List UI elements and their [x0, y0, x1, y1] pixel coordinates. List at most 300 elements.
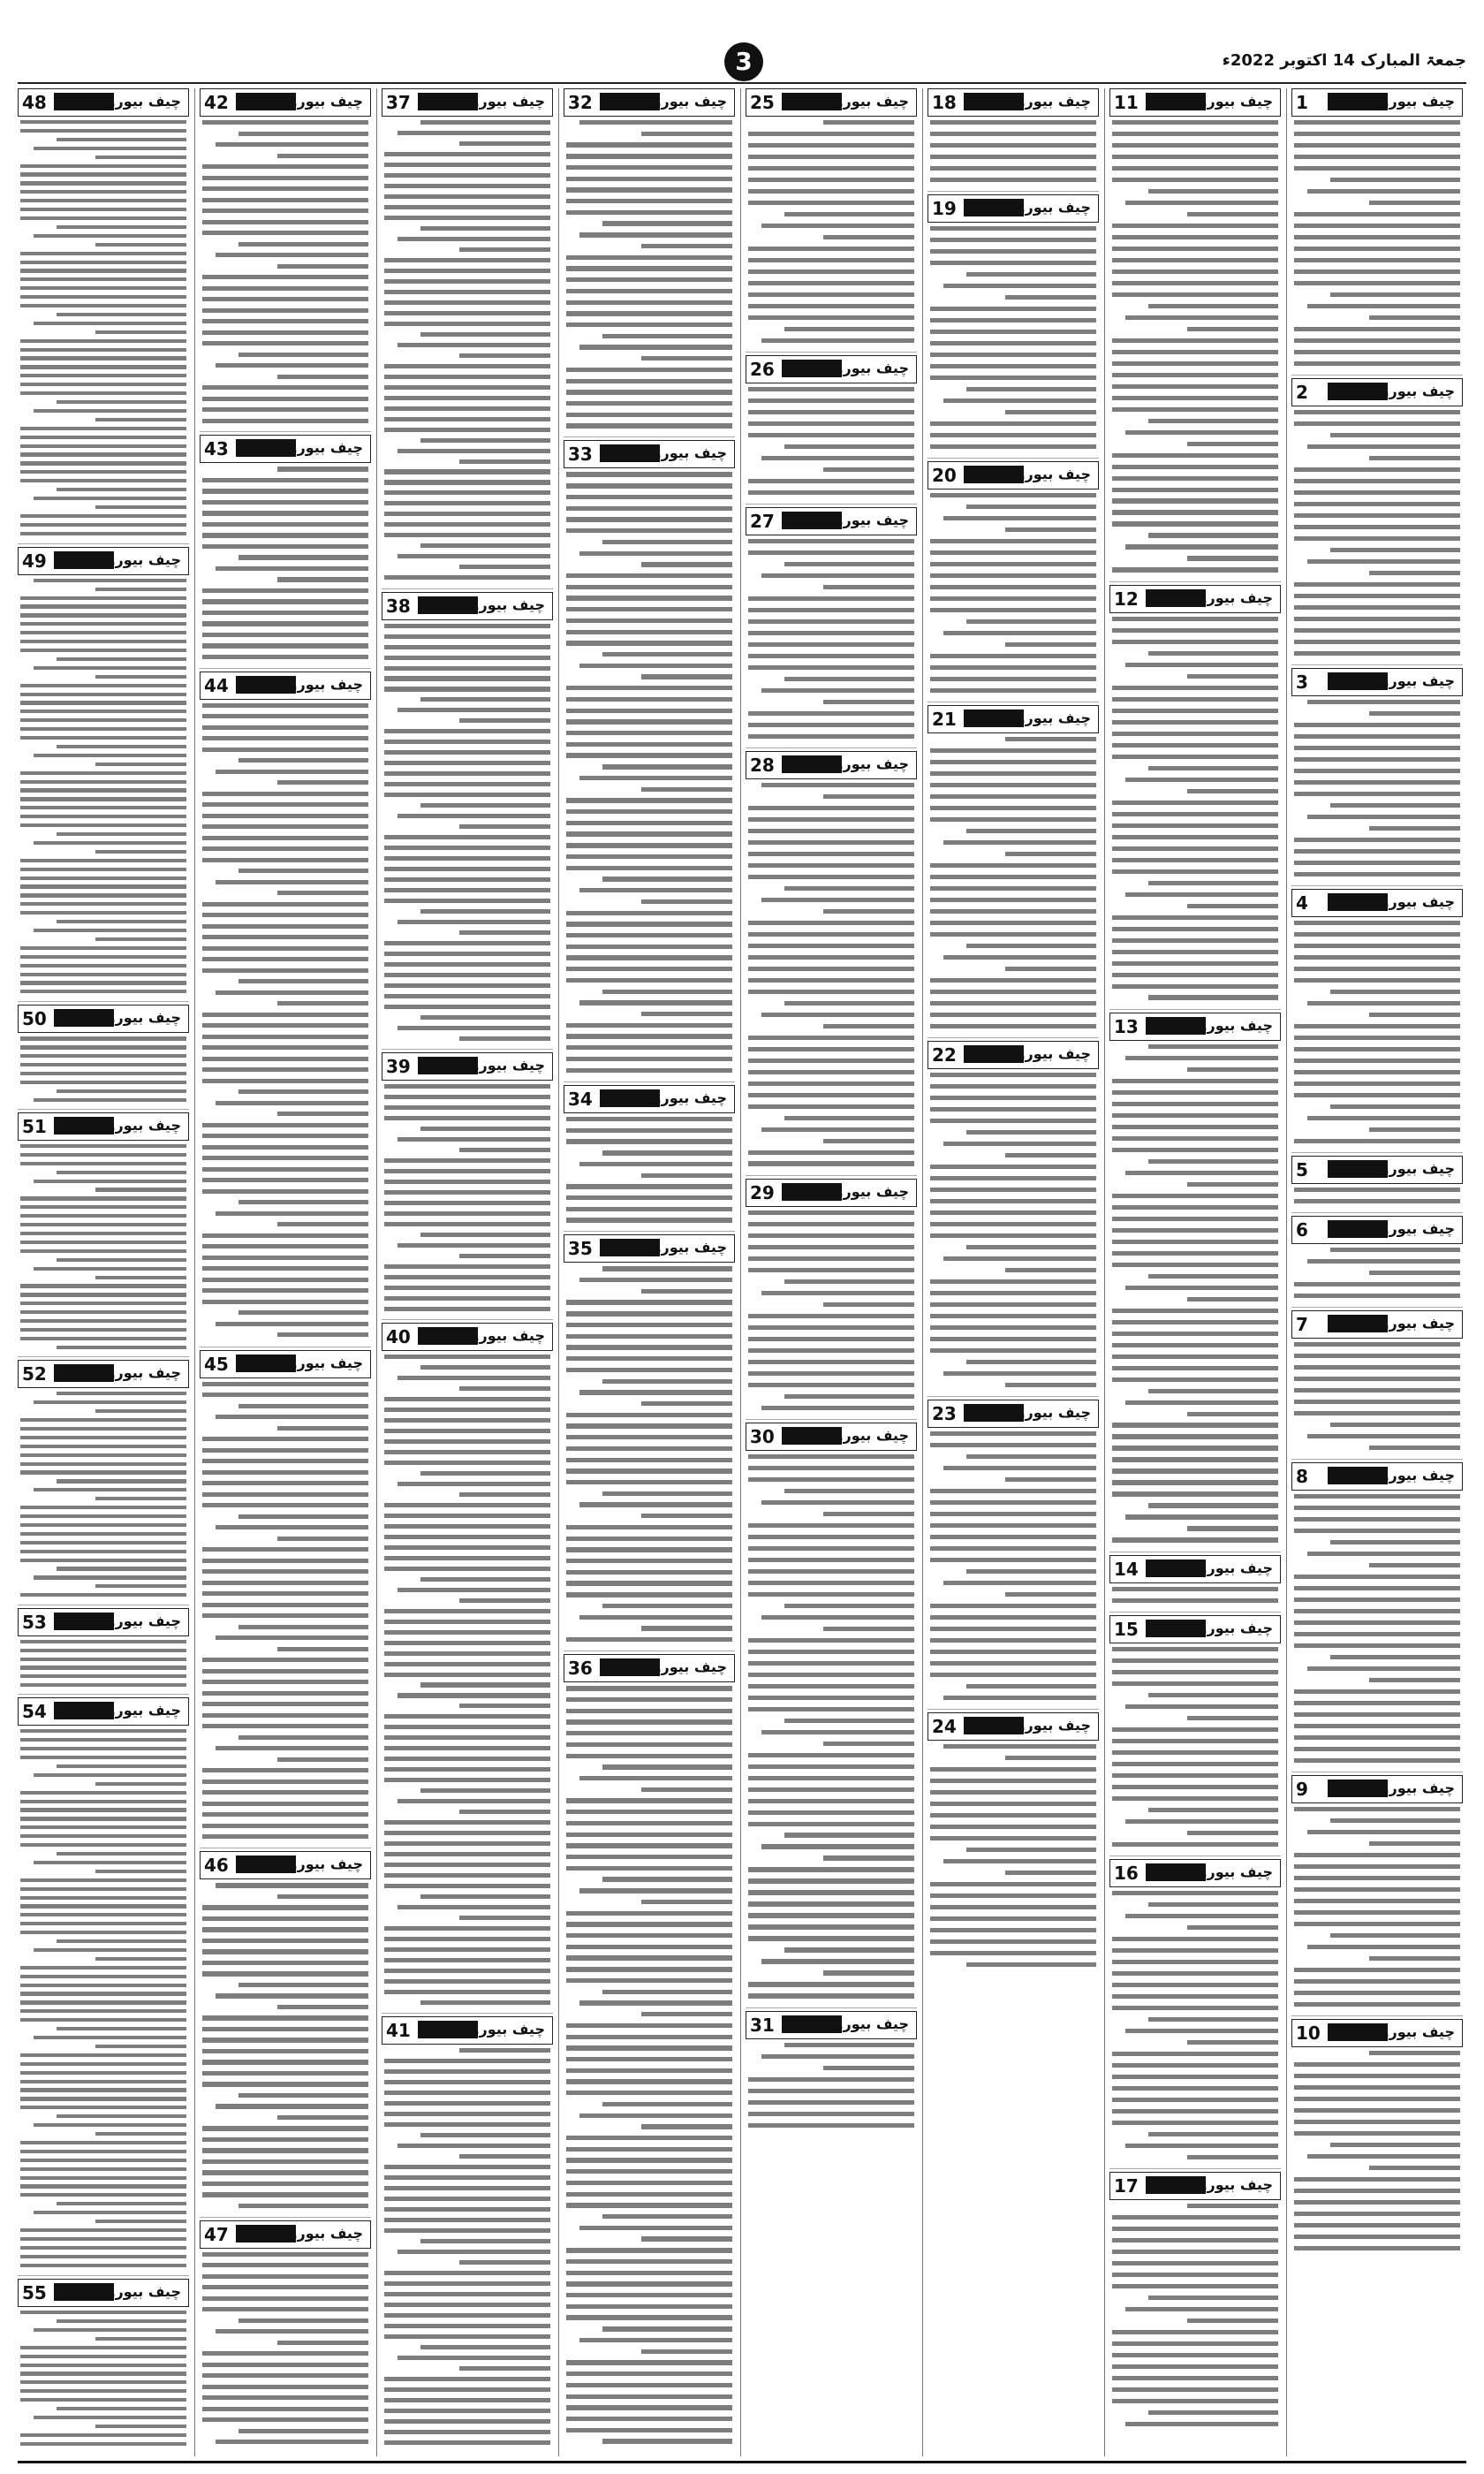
text-line [566, 742, 732, 747]
text-line [202, 1927, 368, 1931]
text-line [20, 1666, 186, 1669]
text-line [943, 1371, 1096, 1376]
text-line [57, 313, 186, 316]
text-line [784, 1116, 914, 1120]
text-line [1112, 1332, 1278, 1336]
ad-separator [18, 1356, 189, 1357]
text-line [566, 2315, 732, 2319]
ad-header [564, 440, 735, 468]
ad-section-label: چیف بیورو [470, 596, 545, 613]
text-line [566, 1128, 732, 1133]
text-line [20, 2442, 186, 2446]
text-line [34, 322, 186, 325]
text-line [748, 166, 914, 171]
text-line [384, 194, 550, 199]
classified-ad [564, 1234, 735, 1647]
text-line [238, 979, 368, 983]
text-line [930, 1024, 1096, 1028]
text-line [20, 1800, 186, 1803]
text-line [202, 1057, 368, 1061]
text-line [384, 1286, 550, 1290]
text-line [420, 438, 550, 443]
ad-label-bar [782, 755, 842, 773]
text-line [1294, 235, 1460, 239]
text-line [95, 505, 186, 509]
text-line [20, 356, 186, 360]
text-line [1112, 373, 1278, 377]
text-line [930, 1500, 1096, 1505]
text-line [384, 2387, 550, 2392]
ad-header [564, 1234, 735, 1263]
text-line [398, 449, 550, 453]
classified-ad [18, 1608, 189, 1691]
text-line [20, 893, 186, 897]
text-line [459, 565, 550, 569]
classified-ad [746, 88, 917, 348]
ad-section-label: چیف بیورو [288, 93, 363, 110]
text-line [57, 2114, 186, 2118]
text-line [641, 1401, 732, 1406]
text-line [384, 846, 550, 850]
text-line [930, 783, 1096, 787]
classified-ad [18, 1005, 189, 1104]
text-line [1148, 1274, 1278, 1279]
text-line [202, 1824, 368, 1828]
text-line [641, 356, 732, 360]
text-line [1369, 826, 1460, 831]
column-2 [1109, 88, 1281, 2456]
text-line [930, 178, 1096, 182]
text-line [34, 2123, 186, 2127]
text-line [1187, 212, 1278, 216]
ad-section-label: چیف بیورو [1016, 93, 1091, 110]
ad-separator [928, 1709, 1099, 1710]
text-line [238, 1514, 368, 1519]
ad-label-bar [600, 1239, 660, 1256]
text-line [1294, 2074, 1460, 2078]
ad-number: 33 [568, 444, 593, 466]
text-line [930, 261, 1096, 265]
text-line [1294, 734, 1460, 739]
text-line [566, 967, 732, 971]
text-line [202, 1470, 368, 1475]
text-line [34, 929, 186, 932]
text-line [202, 308, 368, 313]
text-line [20, 2398, 186, 2402]
ad-section-label: چیف بیورو [106, 1009, 181, 1027]
text-line [748, 479, 914, 483]
text-line [602, 1764, 732, 1769]
text-line [930, 1096, 1096, 1100]
text-line [1294, 838, 1460, 842]
ad-header [746, 751, 917, 779]
text-line [1294, 247, 1460, 251]
ad-body-text [382, 117, 553, 580]
text-line [202, 220, 368, 224]
text-line [566, 2068, 732, 2073]
text-line [566, 1139, 732, 1143]
text-line [384, 2440, 550, 2445]
text-line [748, 1799, 914, 1803]
text-line [20, 701, 186, 704]
text-line [1307, 444, 1460, 449]
ad-section-label: چیف بیورو [470, 1326, 545, 1344]
text-line [566, 596, 732, 600]
ad-number: 17 [1114, 2175, 1139, 2197]
text-line [930, 562, 1096, 566]
text-line [384, 771, 550, 776]
text-line [761, 1500, 914, 1505]
text-line [20, 1817, 186, 1820]
ad-number: 8 [1296, 1466, 1308, 1487]
text-line [1112, 1446, 1278, 1450]
text-line [20, 1462, 186, 1466]
text-line [1330, 1818, 1460, 1823]
text-line [20, 277, 186, 281]
text-line [748, 1661, 914, 1666]
text-line [1369, 2166, 1460, 2170]
text-line [1005, 295, 1096, 300]
text-line [930, 1928, 1096, 1932]
text-line [202, 621, 368, 626]
text-line [202, 2015, 368, 2020]
text-line [1112, 961, 1278, 966]
text-line [930, 1802, 1096, 1806]
text-line [20, 2106, 186, 2109]
text-line [566, 2181, 732, 2185]
text-line [1294, 967, 1460, 971]
text-line [384, 2186, 550, 2190]
text-line [384, 2398, 550, 2402]
text-line [1112, 120, 1278, 125]
text-line [1294, 281, 1460, 285]
text-line [202, 1023, 368, 1028]
text-line [384, 1296, 550, 1301]
ad-body-text [564, 117, 735, 429]
text-line [238, 2429, 368, 2433]
ad-separator [746, 1175, 917, 1176]
text-line [966, 1569, 1096, 1574]
text-line [566, 2169, 732, 2174]
text-line [1112, 950, 1278, 954]
text-line [384, 173, 550, 178]
text-line [202, 1905, 368, 1909]
text-line [930, 932, 1096, 937]
text-line [277, 467, 368, 471]
text-line [277, 1112, 368, 1116]
text-line [384, 2101, 550, 2106]
text-line [20, 1984, 186, 1987]
ad-separator [746, 2007, 917, 2008]
ad-body-text [1109, 2200, 1281, 2426]
ad-label-bar [1328, 1467, 1388, 1484]
text-line [20, 727, 186, 731]
text-line [1148, 1044, 1278, 1049]
text-line [202, 736, 368, 740]
text-line [566, 1754, 732, 1758]
text-line [1369, 1678, 1460, 1682]
text-line [748, 1245, 914, 1249]
ad-label-bar [782, 1183, 842, 1201]
text-line [748, 654, 914, 658]
text-line [566, 821, 732, 825]
text-line [930, 1638, 1096, 1643]
text-line [238, 2093, 368, 2098]
text-line [202, 1603, 368, 1607]
text-line [20, 2071, 186, 2075]
text-line [966, 387, 1096, 391]
ad-section-label: چیف بیورو [470, 1057, 545, 1074]
text-line [566, 1866, 732, 1871]
ad-body-text [200, 1879, 371, 2208]
text-line [384, 1461, 550, 1465]
text-line [202, 2351, 368, 2356]
text-line [784, 677, 914, 681]
text-line [1148, 2017, 1278, 2022]
ad-number: 26 [750, 359, 775, 380]
text-line [34, 1948, 186, 1952]
text-line [1294, 1735, 1460, 1740]
text-line [34, 497, 186, 500]
text-line [748, 421, 914, 426]
text-line [202, 1393, 368, 1397]
text-line [216, 1415, 368, 1419]
ad-body-text [200, 463, 371, 659]
text-line [384, 533, 550, 537]
text-line [459, 1704, 550, 1708]
text-line [1125, 1914, 1278, 1918]
header-rule [18, 82, 1466, 84]
text-line [1112, 1320, 1278, 1324]
ad-separator [1291, 2015, 1463, 2016]
text-line [761, 224, 914, 228]
text-line [1112, 1240, 1278, 1244]
ad-label-bar [1328, 672, 1388, 690]
text-line [20, 172, 186, 176]
text-line [641, 1900, 732, 1904]
text-line [1294, 258, 1460, 262]
ad-body-text [200, 700, 371, 1338]
classified-ad [1109, 1615, 1281, 1852]
ad-separator [746, 352, 917, 353]
ad-section-label: چیف بیورو [1380, 893, 1455, 910]
ad-section-label: چیف بیورو [1198, 589, 1273, 606]
text-line [384, 1222, 550, 1226]
text-line [966, 619, 1096, 624]
text-line [20, 877, 186, 880]
text-line [1369, 1563, 1460, 1567]
text-line [1294, 2177, 1460, 2182]
ad-separator [1291, 375, 1463, 376]
text-line [1294, 1494, 1460, 1499]
text-line [202, 1244, 368, 1248]
text-line [566, 1821, 732, 1825]
ad-header [746, 355, 917, 383]
text-line [1294, 1188, 1460, 1192]
text-line [202, 814, 368, 818]
text-line [202, 1492, 368, 1497]
ad-number: 2 [1296, 382, 1308, 403]
ad-number: 46 [204, 1855, 229, 1877]
text-line [57, 1171, 186, 1174]
text-line [566, 1057, 732, 1061]
text-line [34, 1861, 186, 1864]
text-line [1294, 2097, 1460, 2101]
text-line [748, 178, 914, 182]
text-line [20, 1649, 186, 1652]
text-line [202, 2027, 368, 2031]
text-line [202, 407, 368, 412]
ad-label-bar [418, 93, 478, 110]
column-1 [1291, 88, 1463, 2456]
ad-label-bar [418, 2021, 478, 2038]
text-line [57, 832, 186, 836]
ad-section-label: چیف بیورو [834, 512, 909, 528]
ad-label-bar [54, 1613, 114, 1630]
text-line [930, 1767, 1096, 1772]
text-line [1294, 921, 1460, 925]
text-line [566, 1368, 732, 1372]
text-line [930, 1546, 1096, 1551]
text-line [566, 607, 732, 611]
text-line [1112, 617, 1278, 621]
classifieds-grid [18, 88, 1466, 2456]
text-line [384, 1778, 550, 1782]
ad-body-text [1291, 1491, 1463, 1763]
text-line [566, 2293, 732, 2297]
text-line [1294, 1036, 1460, 1040]
text-line [20, 295, 186, 299]
text-line [202, 1961, 368, 1965]
text-line [384, 1095, 550, 1099]
text-line [202, 1079, 368, 1083]
ad-body-text [928, 489, 1099, 693]
text-line [20, 1337, 186, 1340]
text-line [1187, 2318, 1278, 2323]
ad-section-label: چیف بیورو [106, 93, 181, 110]
ad-section-label: چیف بیورو [834, 2015, 909, 2032]
text-line [1112, 2109, 1278, 2114]
text-line [566, 472, 732, 476]
classified-ad [564, 88, 735, 433]
ad-body-text [18, 117, 189, 535]
text-line [1330, 1540, 1460, 1544]
text-line [1294, 1853, 1460, 1857]
text-line [566, 1855, 732, 1859]
text-line [566, 1068, 732, 1073]
text-line [1112, 1194, 1278, 1198]
column-divider [922, 88, 923, 2456]
text-line [1112, 1537, 1278, 1542]
ad-section-label: چیف بیورو [470, 2021, 545, 2038]
text-line [384, 2430, 550, 2434]
ad-header [1291, 668, 1463, 696]
text-line [748, 932, 914, 937]
ad-section-label: چیف بیورو [834, 360, 909, 376]
ad-label-bar [418, 596, 478, 614]
text-line [20, 2380, 186, 2384]
text-line [202, 1768, 368, 1772]
ad-header [18, 1360, 189, 1388]
text-line [748, 875, 914, 879]
text-line [1112, 1102, 1278, 1106]
text-line [1187, 2155, 1278, 2159]
classified-ad [928, 1041, 1099, 1393]
text-line [748, 201, 914, 205]
text-line [459, 2048, 550, 2053]
text-line [930, 794, 1096, 799]
text-line [784, 562, 914, 566]
ad-body-text [1291, 1244, 1463, 1298]
text-line [420, 1233, 550, 1237]
text-line [784, 327, 914, 331]
text-line [20, 1931, 186, 1934]
text-line [748, 1890, 914, 1894]
text-line [930, 909, 1096, 914]
text-line [202, 2071, 368, 2076]
text-line [420, 2345, 550, 2349]
text-line [1112, 1355, 1278, 1359]
text-line [1125, 2307, 1278, 2311]
ad-body-text [18, 1726, 189, 2266]
text-line [95, 1957, 186, 1961]
text-line [566, 1798, 732, 1802]
ad-label-bar [1328, 2023, 1388, 2041]
text-line [20, 1418, 186, 1422]
text-line [420, 332, 550, 337]
text-line [20, 1729, 186, 1733]
text-line [57, 1479, 186, 1483]
classified-ad [1291, 889, 1463, 1149]
text-line [20, 1310, 186, 1314]
text-line [20, 1445, 186, 1448]
text-line [748, 944, 914, 948]
text-line [384, 666, 550, 671]
text-line [943, 516, 1096, 520]
ad-body-text [564, 1263, 735, 1642]
column-divider [558, 88, 559, 2456]
text-line [202, 2373, 368, 2378]
text-line [748, 410, 914, 414]
ad-body-text [18, 1388, 189, 1597]
text-line [579, 776, 732, 780]
ad-separator [1291, 1307, 1463, 1308]
ad-section-label: چیف بیورو [1198, 1017, 1273, 1034]
text-line [1112, 1205, 1278, 1210]
text-line [930, 1291, 1096, 1295]
text-line [1148, 419, 1278, 423]
text-line [384, 2377, 550, 2381]
text-line [20, 1328, 186, 1332]
text-line [202, 1713, 368, 1718]
text-line [566, 2158, 732, 2162]
page-number: 3 [724, 42, 763, 81]
ad-header [746, 507, 917, 535]
text-line [748, 1787, 914, 1792]
text-line [459, 141, 550, 146]
text-line [1294, 594, 1460, 598]
text-line [823, 585, 914, 589]
text-line [566, 1592, 732, 1597]
text-line [384, 428, 550, 432]
text-line [384, 645, 550, 649]
text-line [202, 1658, 368, 1662]
text-line [641, 1012, 732, 1016]
ad-number: 15 [1114, 1619, 1139, 1640]
text-line [57, 2027, 186, 2030]
text-line [20, 339, 186, 343]
ad-header [1291, 1216, 1463, 1244]
